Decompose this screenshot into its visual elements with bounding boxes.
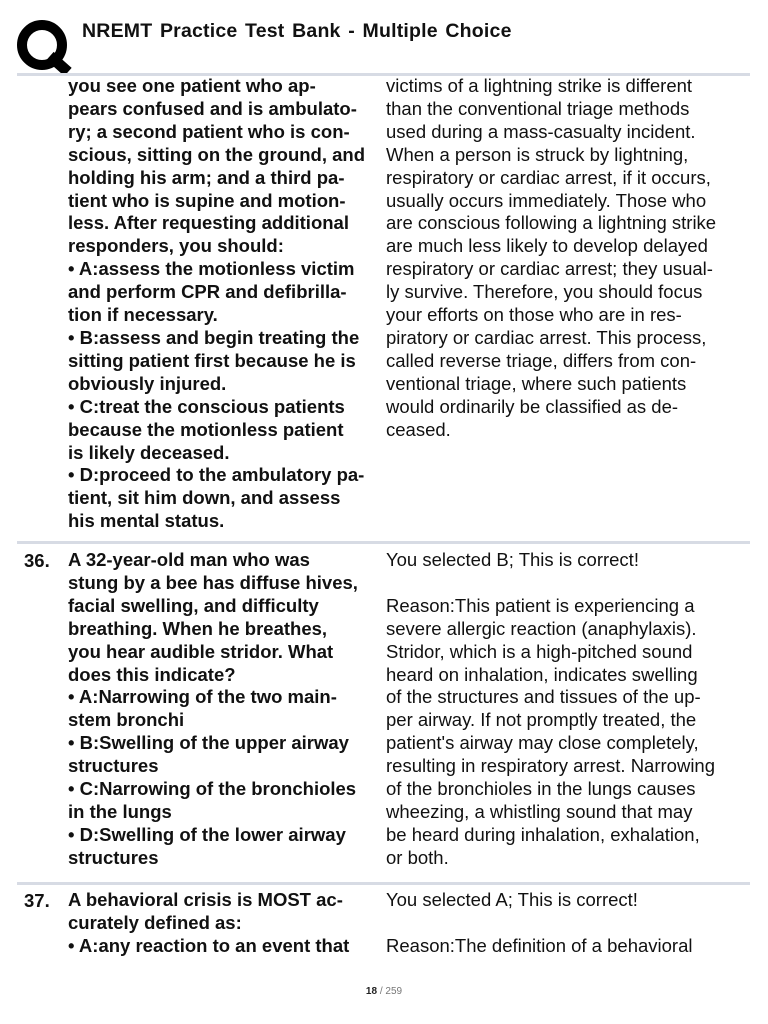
q36-question-line: facial swelling, and difficulty bbox=[68, 594, 319, 616]
q36-reason-line: of the bronchioles in the lungs causes bbox=[386, 778, 696, 800]
q-logo-icon bbox=[16, 18, 74, 76]
q37-option-a: • A:any reaction to an event that bbox=[68, 934, 350, 956]
q36-answer-text bbox=[386, 549, 742, 870]
q35-reason-line: respiratory or cardiac arrest; they usual- bbox=[386, 258, 713, 280]
q37-question-line: A behavioral crisis is MOST ac- bbox=[68, 889, 343, 910]
q36-reason-line: of the structures and tissues of the up- bbox=[386, 686, 701, 708]
q36-question-line: you hear audible stridor. What bbox=[68, 640, 334, 662]
q36-reason-line: heard on inhalation, indicates swelling bbox=[386, 663, 698, 685]
q36-question-line: stung by a bee has diffuse hives, bbox=[68, 571, 358, 593]
q35-reason-line: piratory or cardiac arrest. This process, bbox=[386, 326, 707, 348]
q35-option-a-cont: tion if necessary. bbox=[68, 304, 218, 326]
q37-question-line: curately defined as: bbox=[68, 911, 242, 933]
section-divider bbox=[17, 541, 750, 544]
q37-question-text bbox=[68, 889, 382, 958]
page-number bbox=[0, 986, 768, 997]
q36-reason-line: wheezing, a whistling sound that may bbox=[386, 800, 693, 822]
spacer bbox=[386, 572, 742, 595]
q35-question-line: pears confused and is ambulato- bbox=[68, 97, 357, 119]
q36-option-c-cont: in the lungs bbox=[68, 800, 172, 822]
total-pages: 259 bbox=[385, 986, 403, 997]
q35-reason-line: ventional triage, where such patients bbox=[386, 372, 687, 394]
q37-reason-line: Reason:The definition of a behavioral bbox=[386, 934, 693, 956]
q35-reason-line: ceased. bbox=[386, 418, 451, 440]
q36-question-line: breathing. When he breathes, bbox=[68, 617, 328, 639]
q35-question-line: responders, you should: bbox=[68, 235, 284, 257]
current-page: 18 bbox=[365, 986, 378, 997]
q35-question-line: scious, sitting on the ground, and bbox=[68, 143, 366, 165]
q35-reason-line: your efforts on those who are in res- bbox=[386, 304, 682, 326]
q35-reason-line: respiratory or cardiac arrest, if it occurs, bbox=[386, 166, 711, 188]
q35-option-c-cont: because the motionless patient bbox=[68, 418, 344, 440]
q37-selected-status: You selected A; This is correct! bbox=[386, 889, 638, 910]
q35-reason-line: would ordinarily be classified as de- bbox=[386, 395, 679, 417]
page-title: NREMT Practice Test Bank - Multiple Choice bbox=[82, 20, 512, 42]
q36-number: 36. bbox=[24, 550, 50, 571]
q35-option-b-cont: obviously injured. bbox=[68, 372, 227, 394]
q36-reason-line: be heard during inhalation, exhalation, bbox=[386, 823, 700, 845]
q35-reason-line: ly survive. Therefore, you should focus bbox=[386, 281, 703, 303]
q36-option-a-cont: stem bronchi bbox=[68, 709, 185, 731]
q36-option-b: • B:Swelling of the upper airway bbox=[68, 732, 349, 754]
q35-option-d-cont: tient, sit him down, and assess bbox=[68, 487, 341, 509]
q35-option-a-cont: and perform CPR and defibrilla- bbox=[68, 281, 347, 303]
q36-reason-line: or both. bbox=[386, 846, 449, 868]
q36-option-a: • A:Narrowing of the two main- bbox=[68, 686, 337, 708]
q35-reason-line: used during a mass-casualty incident. bbox=[386, 120, 696, 142]
section-divider bbox=[17, 882, 750, 885]
q36-selected-status: You selected B; This is correct! bbox=[386, 549, 639, 570]
q36-question-line: A 32-year-old man who was bbox=[68, 549, 310, 570]
q36-reason-line: Stridor, which is a high-pitched sound bbox=[386, 640, 693, 662]
q36-option-d-cont: structures bbox=[68, 846, 159, 868]
q36-question-text bbox=[68, 549, 382, 870]
q35-option-c-cont: is likely deceased. bbox=[68, 441, 230, 463]
q35-reason-line: victims of a lightning strike is different bbox=[386, 75, 693, 96]
q35-option-d: • D:proceed to the ambulatory pa- bbox=[68, 464, 365, 486]
q36-option-d: • D:Swelling of the lower airway bbox=[68, 823, 346, 845]
q35-reason-line: usually occurs immediately. Those who bbox=[386, 189, 707, 211]
q35-question-text bbox=[68, 75, 382, 533]
q35-reason-line: than the conventional triage methods bbox=[386, 97, 690, 119]
q35-question-line: you see one patient who ap- bbox=[68, 75, 316, 96]
q37-number: 37. bbox=[24, 890, 50, 911]
q36-option-b-cont: structures bbox=[68, 755, 159, 777]
q36-reason-line: per airway. If not promptly treated, the bbox=[386, 709, 697, 731]
q35-question-line: less. After requesting additional bbox=[68, 212, 349, 234]
q35-option-b: • B:assess and begin treating the bbox=[68, 326, 360, 348]
q35-option-d-cont: his mental status. bbox=[68, 510, 225, 532]
q35-option-b-cont: sitting patient first because he is bbox=[68, 349, 356, 371]
q36-option-c: • C:Narrowing of the bronchioles bbox=[68, 778, 357, 800]
q36-reason-line: Reason:This patient is experiencing a bbox=[386, 594, 695, 616]
document-header bbox=[0, 0, 768, 74]
q35-reason-line: are much less likely to develop delayed bbox=[386, 235, 708, 257]
q35-question-line: holding his arm; and a third pa- bbox=[68, 166, 345, 188]
q35-question-line: ry; a second patient who is con- bbox=[68, 120, 350, 142]
q36-reason-line: severe allergic reaction (anaphylaxis). bbox=[386, 617, 697, 639]
q35-reason-line: When a person is struck by lightning, bbox=[386, 143, 689, 165]
spacer bbox=[386, 912, 742, 935]
q35-answer-text bbox=[386, 75, 742, 442]
q36-question-line: does this indicate? bbox=[68, 663, 236, 685]
q37-answer-text bbox=[386, 889, 742, 958]
q35-question-line: tient who is supine and motion- bbox=[68, 189, 346, 211]
q35-reason-line: called reverse triage, differs from con- bbox=[386, 349, 697, 371]
q35-option-c: • C:treat the conscious patients bbox=[68, 395, 345, 417]
page-separator: / bbox=[377, 986, 386, 997]
q35-reason-line: are conscious following a lightning strike bbox=[386, 212, 717, 234]
q35-option-a: • A:assess the motionless victim bbox=[68, 258, 355, 280]
q36-reason-line: resulting in respiratory arrest. Narrowing bbox=[386, 755, 716, 777]
q36-reason-line: patient's airway may close completely, bbox=[386, 732, 699, 754]
